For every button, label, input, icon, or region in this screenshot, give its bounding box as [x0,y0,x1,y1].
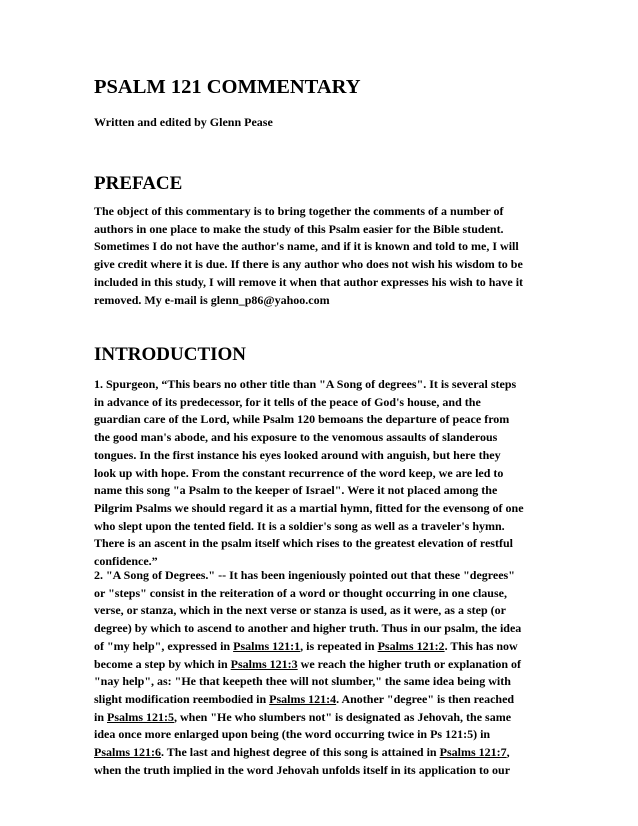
text-line: name this song "a Psalm to the keeper of Israel". Were it not placed among the [94,483,498,498]
text-line: who slept upon the tented field. It is a soldier's song as well as a traveler's hymn. [94,518,505,533]
text-line: Pilgrim Psalms we should regard it as a martial hymn, fitted for the evensong of one [94,500,524,515]
text-segment: we reach the higher truth or explanation of [297,656,521,671]
text-segment: , is repeated in [300,638,378,653]
text-line: the good man's abode, and his exposure to the venomous assaults of slanderous [94,430,498,445]
text-line: confidence.” [94,554,158,569]
text-line: "nay help", as: "He that keepeth thee will not slumber," the same idea being with [94,674,511,689]
text-line: There is an ascent in the psalm itself which rises to the greatest elevation of restful [94,536,513,551]
preface-paragraph [94,203,546,309]
text-line: give credit where it is due. If there is any author who does not wish his wisdom to be [94,257,523,272]
text-line: 1. Spurgeon, “This bears no other title than "A Song of degrees". It is several steps [94,377,517,391]
scripture-link[interactable]: Psalms 121:2 [377,638,445,653]
text-line: tongues. In the first instance his eyes looked around with anguish, but here they [94,447,501,462]
text-line [94,691,546,709]
document-title: PSALM 121 COMMENTARY [94,76,361,98]
text-segment: . Another "degree" is then reached [336,691,515,706]
text-line [94,744,546,762]
text-line: 2. "A Song of Degrees." -- It has been ingeniously pointed out that these "degrees" [94,568,515,582]
text-segment: become a step by which in [94,656,231,671]
text-line: or "steps" consist in the reiteration of a word or thought occurring in one clause, [94,585,507,600]
text-line: degree) by which to ascend to another and higher truth. Thus in our psalm, the idea [94,621,522,636]
scripture-link[interactable]: Psalms 121:3 [230,656,298,671]
text-line: when the truth implied in the word Jehovah unfolds itself in its application to our [94,762,511,777]
text-line: look up with hope. From the constant recurrence of the word keep, we are led to [94,465,504,480]
introduction-heading: INTRODUCTION [94,344,247,365]
text-segment: . The last and highest degree of this song is attained in [161,745,440,760]
text-line: verse, or stanza, which in the next verse or stanza is used, as it were, as a step (or [94,603,506,618]
byline: Written and edited by Glenn Pease [94,115,273,129]
text-line: Sometimes I do not have the author's name, and if it is known and told to me, I will [94,239,519,254]
text-line [94,656,546,674]
text-line: The object of this commentary is to bring together the comments of a number of [94,204,504,218]
scripture-link[interactable]: Psalms 121:7 [439,745,507,760]
text-line: removed. My e-mail is glenn_p86@yahoo.com [94,292,330,307]
text-segment: , [506,745,510,760]
text-line: idea once more enlarged upon being (the word occurring twice in Ps 121:5) in [94,727,491,742]
text-segment: , when "He who slumbers not" is designated as Jehovah, the same [174,709,512,724]
scripture-link[interactable]: Psalms 121:5 [107,709,175,724]
text-segment: in [94,709,108,724]
scripture-link[interactable]: Psalms 121:4 [269,691,337,706]
text-line: in advance of its predecessor, for it tells of the peace of God's house, and the [94,394,481,409]
intro-paragraph-2 [94,567,546,779]
text-segment: . This has now [444,638,518,653]
scripture-link[interactable]: Psalms 121:6 [94,745,161,760]
preface-heading: PREFACE [94,173,183,194]
text-line [94,709,546,727]
scripture-link[interactable]: Psalms 121:1 [233,638,301,653]
text-line [94,638,546,656]
text-segment: of "my help", expressed in [94,638,234,653]
text-line: guardian care of the Lord, while Psalm 120 bemoans the departure of peace from [94,412,510,427]
intro-paragraph-1 [94,376,546,571]
text-segment: slight modification reembodied in [94,691,270,706]
text-line: authors in one place to make the study of this Psalm easier for the Bible student. [94,221,504,236]
text-line: included in this study, I will remove it when that author expresses his wish to have it [94,274,524,289]
